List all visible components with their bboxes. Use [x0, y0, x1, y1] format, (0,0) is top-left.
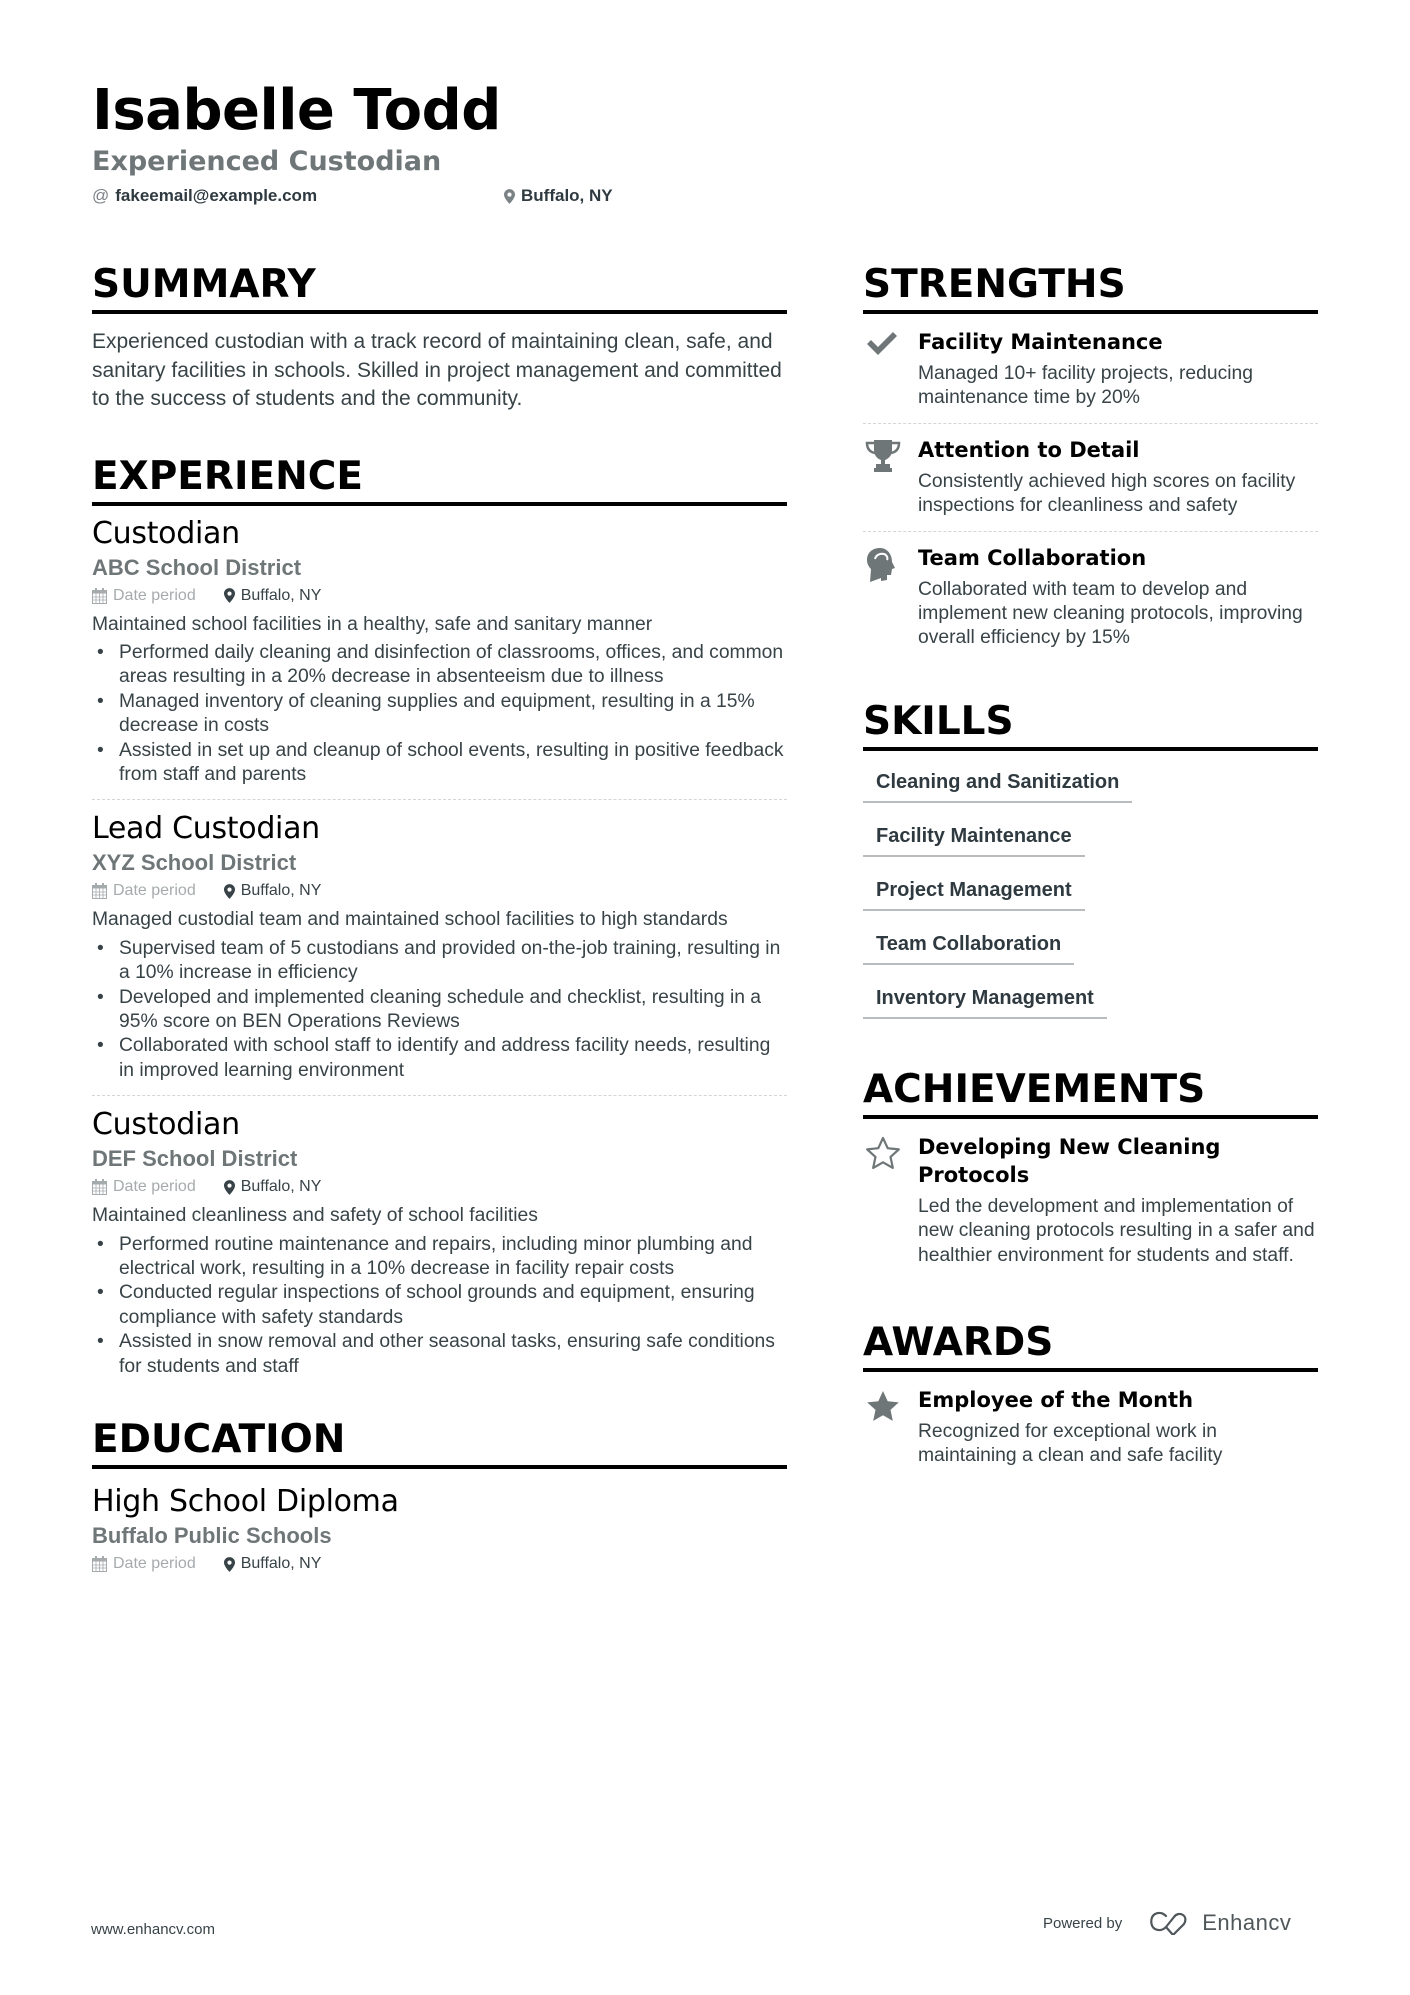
section-title-summary: SUMMARY: [92, 262, 787, 314]
education-section: [92, 1417, 787, 1588]
strength-text: Consistently achieved high scores on facility inspections for cleanliness and safety: [918, 470, 1296, 517]
school-name: Buffalo Public Schools: [92, 1523, 332, 1549]
award-item: [863, 1374, 1318, 1481]
strength-text: Collaborated with team to develop and implement new cleaning protocols, improving overall efficiency by 15%: [918, 578, 1303, 649]
degree: High School Diploma: [92, 1484, 399, 1520]
skill-tag: Inventory Management: [863, 977, 1318, 1031]
brand-name: Enhancv: [1202, 1910, 1292, 1935]
date-period: Date period: [92, 1552, 196, 1576]
education-location: Buffalo, NY: [224, 1552, 322, 1576]
strengths-section: [863, 262, 1318, 663]
map-pin-icon: [224, 1557, 235, 1572]
star-filled-icon: [863, 1386, 918, 1469]
bullet-item: • Collaborated with school staff to identify and address facility needs, resulting in improved learning environment: [92, 1034, 787, 1083]
company-name: XYZ School District: [92, 850, 297, 876]
achievement-item: [863, 1121, 1318, 1280]
checkmark-icon: [863, 328, 918, 411]
company-name: ABC School District: [92, 554, 302, 580]
job-meta: [92, 1175, 787, 1199]
job-location: Buffalo, NY: [224, 584, 322, 608]
bullet-item: • Performed routine maintenance and repairs, including minor plumbing and electrical work, resulting in a 10% decrease in facility repair costs: [92, 1233, 787, 1282]
job-location: Buffalo, NY: [224, 879, 322, 903]
right-column: [863, 262, 1318, 1481]
bullet-item: • Performed daily cleaning and disinfection of classrooms, offices, and common areas resulting in a 20% decrease in absenteeism due to illness: [92, 641, 787, 690]
job-meta: [92, 584, 787, 608]
awards-section: [863, 1320, 1318, 1481]
candidate-title: Experienced Custodian: [92, 146, 442, 177]
map-pin-icon: [224, 588, 235, 603]
section-title-education: EDUCATION: [92, 1417, 787, 1469]
strength-title: Team Collaboration: [918, 545, 1147, 570]
skill-tag: Cleaning and Sanitization: [863, 761, 1318, 815]
bullet-item: • Supervised team of 5 custodians and provided on-the-job training, resulting in a 10% increase in efficiency: [92, 937, 787, 986]
calendar-icon: [92, 1556, 107, 1572]
achievements-section: [863, 1067, 1318, 1280]
contact-email[interactable]: [92, 186, 317, 206]
award-text: Recognized for exceptional work in maintaining a clean and safe facility: [918, 1421, 1223, 1467]
enhancv-logo-icon: [1146, 1911, 1192, 1935]
section-title-awards: AWARDS: [863, 1320, 1318, 1372]
strength-title: Attention to Detail: [918, 437, 1140, 462]
section-title-experience: EXPERIENCE: [92, 454, 787, 506]
map-pin-icon: [504, 189, 515, 204]
bullet-item: • Managed inventory of cleaning supplies and equipment, resulting in a 15% decrease in costs: [92, 690, 787, 739]
bullet-item: • Conducted regular inspections of school grounds and equipment, ensuring compliance with safety standards: [92, 1281, 787, 1330]
award-title: Employee of the Month: [918, 1388, 1194, 1413]
candidate-name: Isabelle Todd: [92, 78, 501, 143]
powered-by-label: Powered by: [1043, 1914, 1123, 1932]
resume-header: [92, 78, 1322, 210]
map-pin-icon: [224, 884, 235, 899]
bullet-item: • Assisted in set up and cleanup of school events, resulting in positive feedback from staff and parents: [92, 739, 787, 788]
star-outline-icon: [863, 1133, 918, 1268]
job-location: Buffalo, NY: [224, 1175, 322, 1199]
contact-location: [504, 186, 613, 206]
date-period: Date period: [92, 584, 196, 608]
bullet-item: • Developed and implemented cleaning schedule and checklist, resulting in a 95% score on BEN Operations Reviews: [92, 986, 787, 1035]
job-description: Maintained school facilities in a healthy, safe and sanitary manner: [92, 613, 653, 635]
achievement-text: Led the development and implementation of new cleaning protocols resulting in a safer and healthier environment for students and staff.: [918, 1195, 1315, 1266]
section-title-strengths: STRENGTHS: [863, 262, 1318, 314]
skill-tag: Project Management: [863, 869, 1318, 923]
strength-item: [863, 316, 1318, 423]
job-meta: [92, 879, 787, 903]
date-period: Date period: [92, 1175, 196, 1199]
strength-item: [863, 423, 1318, 531]
footer-branding: [1043, 1910, 1291, 1936]
strength-item: [863, 531, 1318, 663]
strength-title: Facility Maintenance: [918, 330, 1163, 354]
job-title: Lead Custodian: [92, 811, 320, 847]
skill-tag: Team Collaboration: [863, 923, 1318, 977]
calendar-icon: [92, 1179, 107, 1195]
experience-entry: [92, 799, 787, 1095]
section-title-skills: SKILLS: [863, 699, 1318, 751]
summary-text: Experienced custodian with a track record of maintaining clean, safe, and sanitary facilities in schools. Skilled in project management and committed to the success of students and the community.: [92, 330, 782, 410]
at-icon: @: [92, 186, 110, 205]
strength-text: Managed 10+ facility projects, reducing maintenance time by 20%: [918, 363, 1253, 409]
trophy-icon: [863, 436, 918, 519]
experience-entry: [92, 1095, 787, 1391]
skills-list: [863, 761, 1318, 1031]
job-bullets: [92, 1233, 787, 1379]
calendar-icon: [92, 883, 107, 899]
location-text: Buffalo, NY: [521, 186, 613, 205]
brand-logo[interactable]: [1146, 1910, 1291, 1936]
job-title: Custodian: [92, 1107, 240, 1143]
calendar-icon: [92, 588, 107, 604]
job-description: Managed custodial team and maintained school facilities to high standards: [92, 909, 728, 931]
achievement-title: Developing New Cleaning Protocols: [918, 1134, 1221, 1187]
job-title: Custodian: [92, 515, 240, 551]
experience-section: [92, 454, 787, 1392]
company-name: DEF School District: [92, 1146, 298, 1172]
footer-website-link[interactable]: www.enhancv.com: [91, 1921, 215, 1938]
job-bullets: [92, 641, 787, 787]
experience-entry: [92, 515, 787, 800]
skills-section: [863, 699, 1318, 1031]
map-pin-icon: [224, 1180, 235, 1195]
job-bullets: [92, 937, 787, 1083]
section-title-achievements: ACHIEVEMENTS: [863, 1067, 1318, 1119]
head-brain-icon: [863, 544, 918, 651]
contact-row: [92, 186, 1322, 210]
job-description: Maintained cleanliness and safety of school facilities: [92, 1205, 538, 1227]
education-entry: [92, 1483, 787, 1588]
summary-section: [92, 262, 787, 414]
email-text: fakeemail@example.com: [115, 186, 318, 205]
left-column: [92, 262, 787, 1588]
date-period: Date period: [92, 879, 196, 903]
education-meta: [92, 1552, 787, 1576]
bullet-item: • Assisted in snow removal and other seasonal tasks, ensuring safe conditions for students and staff: [92, 1330, 787, 1379]
skill-tag: Facility Maintenance: [863, 815, 1318, 869]
